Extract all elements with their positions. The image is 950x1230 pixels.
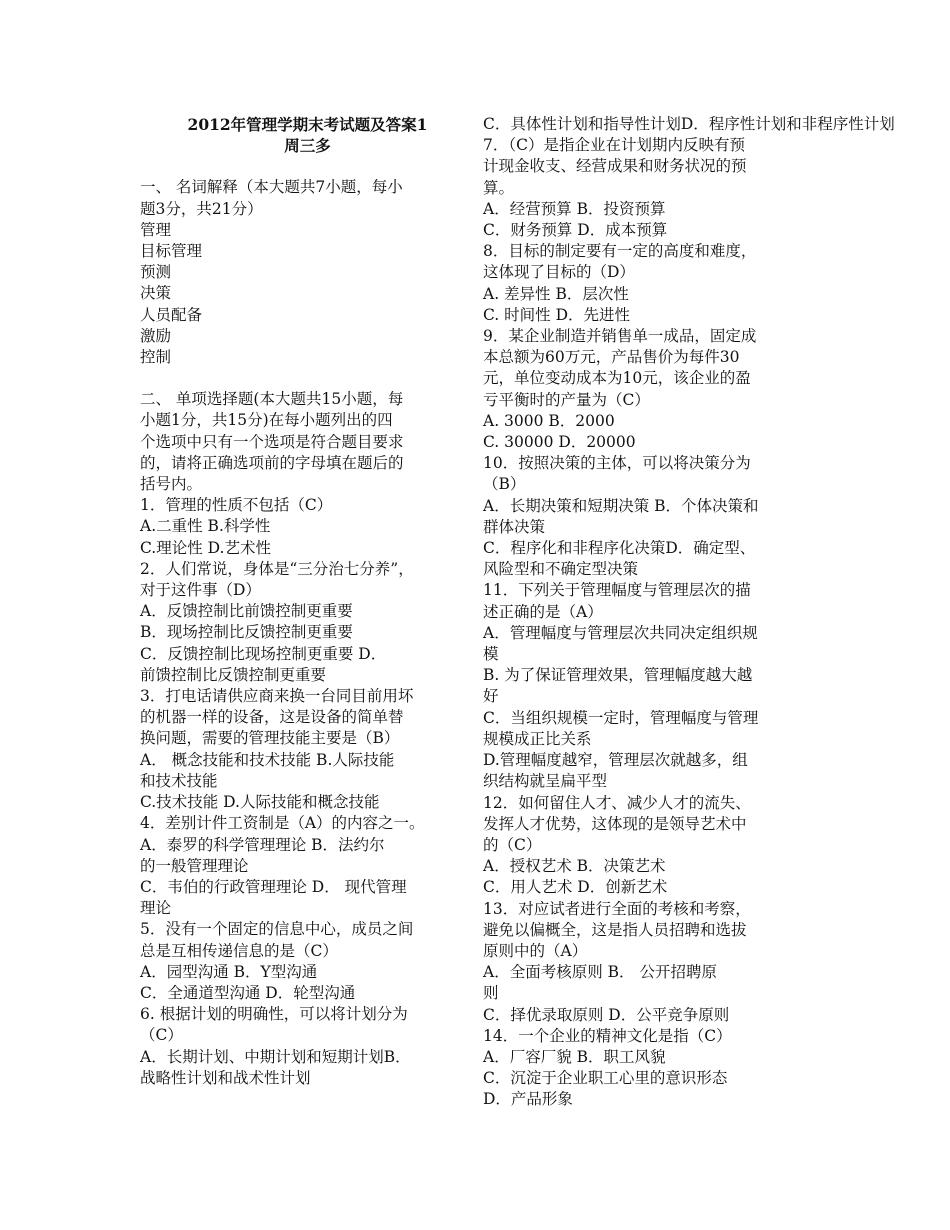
text-line: C．择优录取原则 D．公平竞争原则 — [483, 1005, 730, 1024]
text-line: C．财务预算 D．成本预算 — [483, 221, 668, 240]
text-line: 3．打电话请供应商来换一台同目前用坏 — [140, 687, 414, 706]
text-line: 好 — [483, 687, 499, 706]
text-line: 规模成正比关系 — [483, 729, 592, 748]
text-line: 避免以偏概全，这是指人员招聘和选拔 — [483, 920, 747, 939]
left-column — [140, 114, 475, 1089]
text-line: 的（C） — [483, 835, 542, 854]
text-line: C．具体性计划和指导性计划D．程序性计划和非程序性计划 — [483, 115, 895, 133]
text-line: 则 — [483, 984, 499, 1003]
text-line: A. 3000 B．2000 — [483, 411, 615, 430]
text-line: 的一般管理理论 — [140, 856, 249, 875]
text-line: 亏平衡时的产量为（C） — [483, 390, 650, 409]
text-line: 括号内。 — [140, 475, 203, 494]
text-line: 战略性计划和战术性计划 — [140, 1068, 311, 1087]
text-line: C．韦伯的行政管理理论 D． 现代管理 — [140, 877, 407, 896]
text-line: A．全面考核原则 B． 公开招聘原 — [483, 963, 717, 982]
text-line: 题3分，共21分） — [140, 199, 263, 218]
text-line: A.二重性 B.科学性 — [140, 517, 271, 536]
text-line: D.管理幅度越窄，管理层次就越多，组 — [483, 751, 748, 770]
text-line: A．反馈控制比前馈控制更重要 — [140, 602, 353, 621]
text-line: 小题1分，共15分)在每小题列出的四 — [140, 411, 393, 430]
text-line: C. 30000 D．20000 — [483, 433, 636, 452]
text-line: C．反馈控制比现场控制更重要 D． — [140, 644, 387, 663]
text-line: 13．对应试者进行全面的考核和考察， — [483, 899, 751, 918]
text-line: C．沉淀于企业职工心里的意识形态 — [483, 1069, 728, 1088]
text-line: 激励 — [140, 326, 172, 345]
document-title-line: 周三多 — [284, 136, 331, 156]
text-line: 5．没有一个固定的信息中心，成员之间 — [140, 920, 414, 939]
blank-line — [140, 156, 475, 177]
text-line: 述正确的是（A） — [483, 602, 603, 621]
text-line: 管理 — [140, 220, 172, 239]
text-line: A．厂容厂貌 B．职工风貌 — [483, 1047, 666, 1066]
text-line: C．当组织规模一定时，管理幅度与管理 — [483, 708, 759, 727]
text-line: 模 — [483, 645, 499, 664]
text-line: 本总额为60万元，产品售价为每件30 — [483, 348, 740, 367]
text-line: A．管理幅度与管理层次共同决定组织规 — [483, 623, 758, 642]
text-line: A．园型沟通 B．Y型沟通 — [140, 962, 318, 981]
text-line: 的机器一样的设备，这是设备的简单替 — [140, 708, 404, 727]
text-line: 的，请将正确选项前的字母填在题后的 — [140, 453, 404, 472]
text-line: 预测 — [140, 263, 172, 282]
text-line: C. 时间性 D．先进性 — [483, 305, 631, 324]
text-line: 理论 — [140, 899, 172, 918]
text-line: 群体决策 — [483, 517, 546, 536]
text-line: 2．人们常说，身体是“三分治七分养”， — [140, 559, 414, 578]
text-line: （C） — [140, 1026, 183, 1045]
text-line: 发挥人才优势，这体现的是领导艺术中 — [483, 814, 747, 833]
text-line: 元，单位变动成本为10元，该企业的盈 — [483, 369, 751, 388]
text-line: 9．某企业制造并销售单一成品，固定成 — [483, 327, 757, 346]
text-line: 一、 名词解释（本大题共7小题，每小 — [140, 178, 403, 197]
text-line: 对于这件事（D） — [140, 581, 261, 600]
text-line: 前馈控制比反馈控制更重要 — [140, 665, 327, 684]
text-line: 8．目标的制定要有一定的高度和难度， — [483, 242, 757, 261]
text-line: 个选项中只有一个选项是符合题目要求 — [140, 432, 404, 451]
text-line: A．经营预算 B．投资预算 — [483, 199, 666, 218]
text-line: C．用人艺术 D．创新艺术 — [483, 878, 668, 897]
text-line: 原则中的（A） — [483, 941, 588, 960]
text-line: 和技术技能 — [140, 771, 218, 790]
text-line: 算。 — [483, 178, 515, 197]
text-line: 7．（C）是指企业在计划期内反映有预 — [483, 136, 745, 155]
text-line: 风险型和不确定型决策 — [483, 560, 639, 579]
text-line: 目标管理 — [140, 242, 203, 261]
text-line: 控制 — [140, 348, 172, 367]
text-line: 人员配备 — [140, 305, 203, 324]
text-line: 12．如何留住人才、减少人才的流失、 — [483, 793, 751, 812]
text-line: 总是互相传递信息的是（C） — [140, 941, 338, 960]
text-line: 织结构就呈扁平型 — [483, 772, 608, 791]
text-line: 10．按照决策的主体，可以将决策分为 — [483, 454, 751, 473]
text-line: B．现场控制比反馈控制更重要 — [140, 623, 353, 642]
text-line: A．长期计划、中期计划和短期计划B． — [140, 1047, 411, 1066]
text-line: 换问题，需要的管理技能主要是（B） — [140, 729, 400, 748]
text-line: D．产品形象 — [483, 1090, 573, 1109]
blank-line — [140, 368, 475, 389]
text-line: A. 差异性 B．层次性 — [483, 284, 629, 303]
text-line: B. 为了保证管理效果，管理幅度越大越 — [483, 666, 753, 685]
text-line: C.理论性 D.艺术性 — [140, 538, 271, 557]
text-line: A．泰罗的科学管理理论 B．法约尔 — [140, 835, 385, 854]
text-line: C.技术技能 D.人际技能和概念技能 — [140, 793, 380, 812]
text-line: 二、 单项选择题(本大题共15小题，每 — [140, 390, 404, 409]
text-line: 11．下列关于管理幅度与管理层次的描 — [483, 581, 751, 600]
text-line: C．程序化和非程序化决策D．确定型、 — [483, 539, 756, 558]
document-title-line: 2012年管理学期末考试题及答案1 — [187, 115, 428, 134]
text-line: 4．差别计件工资制是（A）的内容之一。 — [140, 814, 425, 833]
text-line: 1．管理的性质不包括（C） — [140, 496, 333, 515]
right-column — [483, 114, 895, 1111]
text-line: 14．一个企业的精神文化是指（C） — [483, 1026, 732, 1045]
text-line: A．授权艺术 B．决策艺术 — [483, 857, 666, 876]
text-line: 计现金收支、经营成果和财务状况的预 — [483, 157, 747, 176]
text-line: A． 概念技能和技术技能 B.人际技能 — [140, 750, 395, 769]
text-line: 这体现了目标的（D） — [483, 263, 635, 282]
text-line: C．全通道型沟通 D．轮型沟通 — [140, 983, 356, 1002]
text-line: （B） — [483, 475, 526, 494]
text-line: 6. 根据计划的明确性，可以将计划分为 — [140, 1005, 408, 1024]
text-line: A．长期决策和短期决策 B．个体决策和 — [483, 496, 759, 515]
text-line: 决策 — [140, 284, 172, 303]
